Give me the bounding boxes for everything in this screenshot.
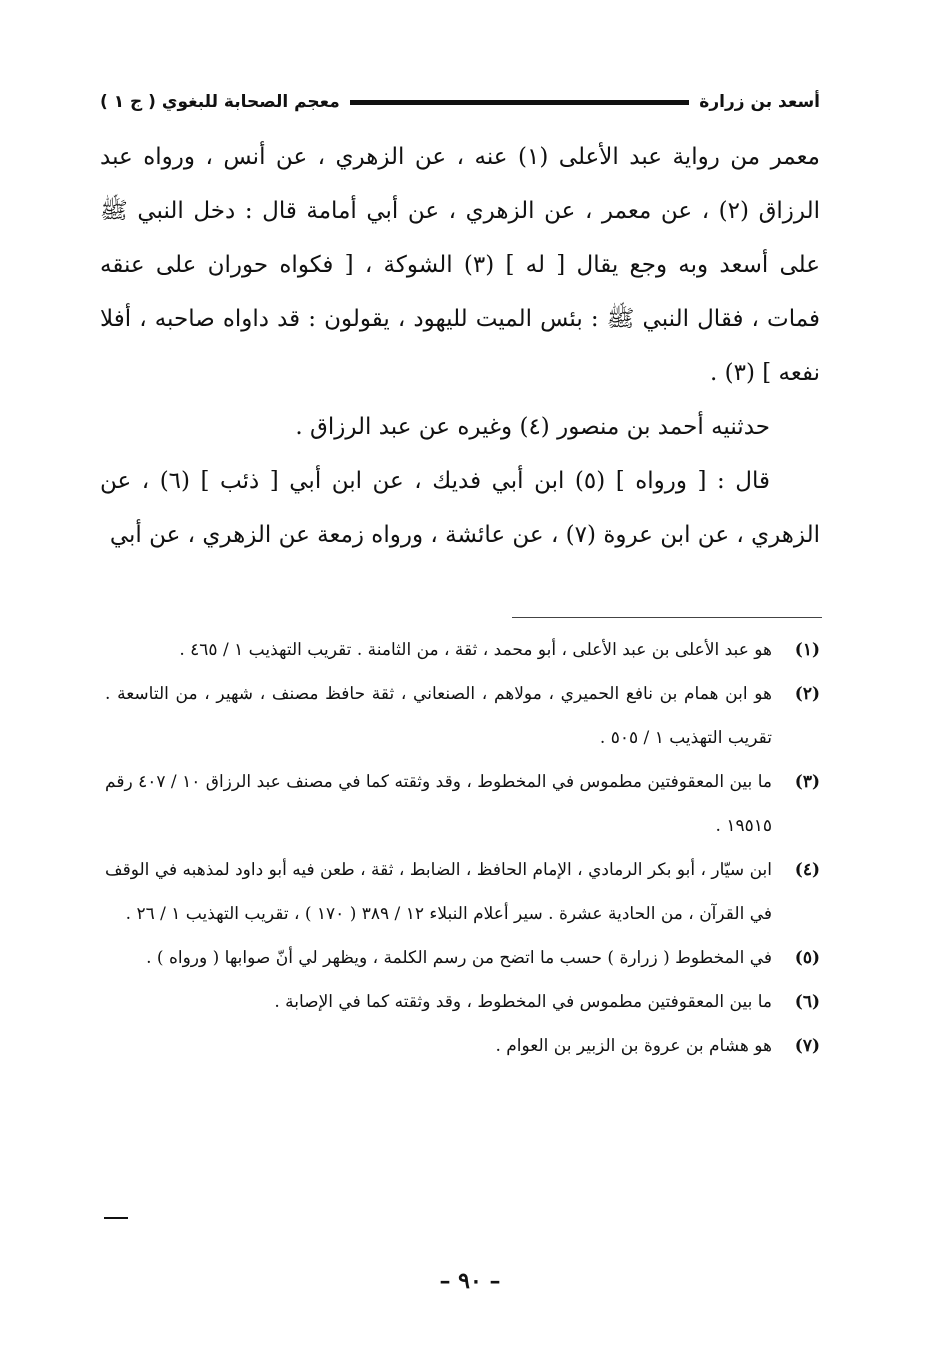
footnote bbox=[105, 628, 820, 672]
footnote-number: (٦) bbox=[794, 992, 820, 1012]
header-rule bbox=[350, 100, 689, 105]
footnote bbox=[105, 672, 820, 760]
footnotes bbox=[105, 628, 820, 1068]
footnote-number: (٤) bbox=[794, 860, 820, 880]
footnote-text: في المخطوط ( زرارة ) حسب ما اتضح من رسم الكلمة ، ويظهر لي أنّ صوابها ( ورواه ) . bbox=[146, 948, 772, 968]
paragraph: معمر من رواية عبد الأعلى (١) عنه ، عن الزهري ، عن أنس ، ورواه عبد الرزاق (٢) ، عن معمر ، عن الزهري ، عن أبي أمامة قال : دخل النبي ﷺ على أسعد وبه وجع يقال [ له ] (٣) الشوكة ، [ فكواه حوران على عنقه فمات ، فقال النبي ﷺ : بئس الميت لليهود ، يقولون : قد داواه صاحبه ، أفلا نفعه ] (٣) . bbox=[100, 144, 821, 386]
footnote bbox=[105, 760, 820, 848]
paragraph: قال : [ ورواه ] (٥) ابن أبي فديك ، عن ابن أبي [ ذئب ] (٦) ، عن الزهري ، عن ابن عروة (٧) ، عن عائشة ، ورواه زمعة عن الزهري ، عن أبي bbox=[100, 468, 820, 548]
footnote-separator bbox=[512, 617, 822, 618]
bottom-dash bbox=[104, 1217, 128, 1219]
footnote bbox=[105, 1024, 820, 1068]
footnote-number: (٣) bbox=[794, 772, 820, 792]
footnote-text: ما بين المعقوفتين مطموس في المخطوط ، وقد وثقته كما في الإصابة . bbox=[274, 992, 772, 1012]
footnote-text: ما بين المعقوفتين مطموس في المخطوط ، وقد وثقته كما في مصنف عبد الرزاق ١٠ / ٤٠٧ رقم ١٩٥١٥ . bbox=[105, 772, 772, 836]
footnote-text: هو عبد الأعلى بن عبد الأعلى ، أبو محمد ، ثقة ، من الثامنة . تقريب التهذيب ١ / ٤٦٥ . bbox=[179, 640, 772, 660]
footnote-number: (٥) bbox=[794, 948, 820, 968]
header-section-name: أسعد بن زرارة bbox=[699, 92, 820, 112]
footnote-text: ابن سيّار ، أبو بكر الرمادي ، الإمام الحافظ ، الضابط ، ثقة ، طعن فيه أبو داود لمذهبه في الوقف في القرآن ، من الحادية عشرة . سير أعلام النبلاء ١٢ / ٣٨٩ ( ١٧٠ ) ، تقريب التهذيب ١ / ٢٦ . bbox=[105, 860, 772, 924]
footnote bbox=[105, 848, 820, 936]
running-header bbox=[100, 82, 820, 122]
main-text bbox=[100, 130, 820, 562]
paragraph: حدثنيه أحمد بن منصور (٤) وغيره عن عبد الرزاق . bbox=[295, 414, 770, 440]
footnote bbox=[105, 936, 820, 980]
page-number: – ٩٠ – bbox=[439, 1268, 501, 1294]
footnote-number: (١) bbox=[794, 640, 820, 660]
footnote bbox=[105, 980, 820, 1024]
footnote-number: (٧) bbox=[794, 1036, 820, 1056]
footnote-text: هو ابن همام بن نافع الحميري ، مولاهم ، الصنعاني ، ثقة حافظ مصنف ، شهير ، من التاسعة . تقريب التهذيب ١ / ٥٠٥ . bbox=[105, 684, 772, 748]
footnote-text: هو هشام بن عروة بن الزبير بن العوام . bbox=[495, 1036, 772, 1056]
header-book-title: معجم الصحابة للبغوي ( ج ١ ) bbox=[100, 92, 340, 112]
footnote-number: (٢) bbox=[794, 684, 820, 704]
